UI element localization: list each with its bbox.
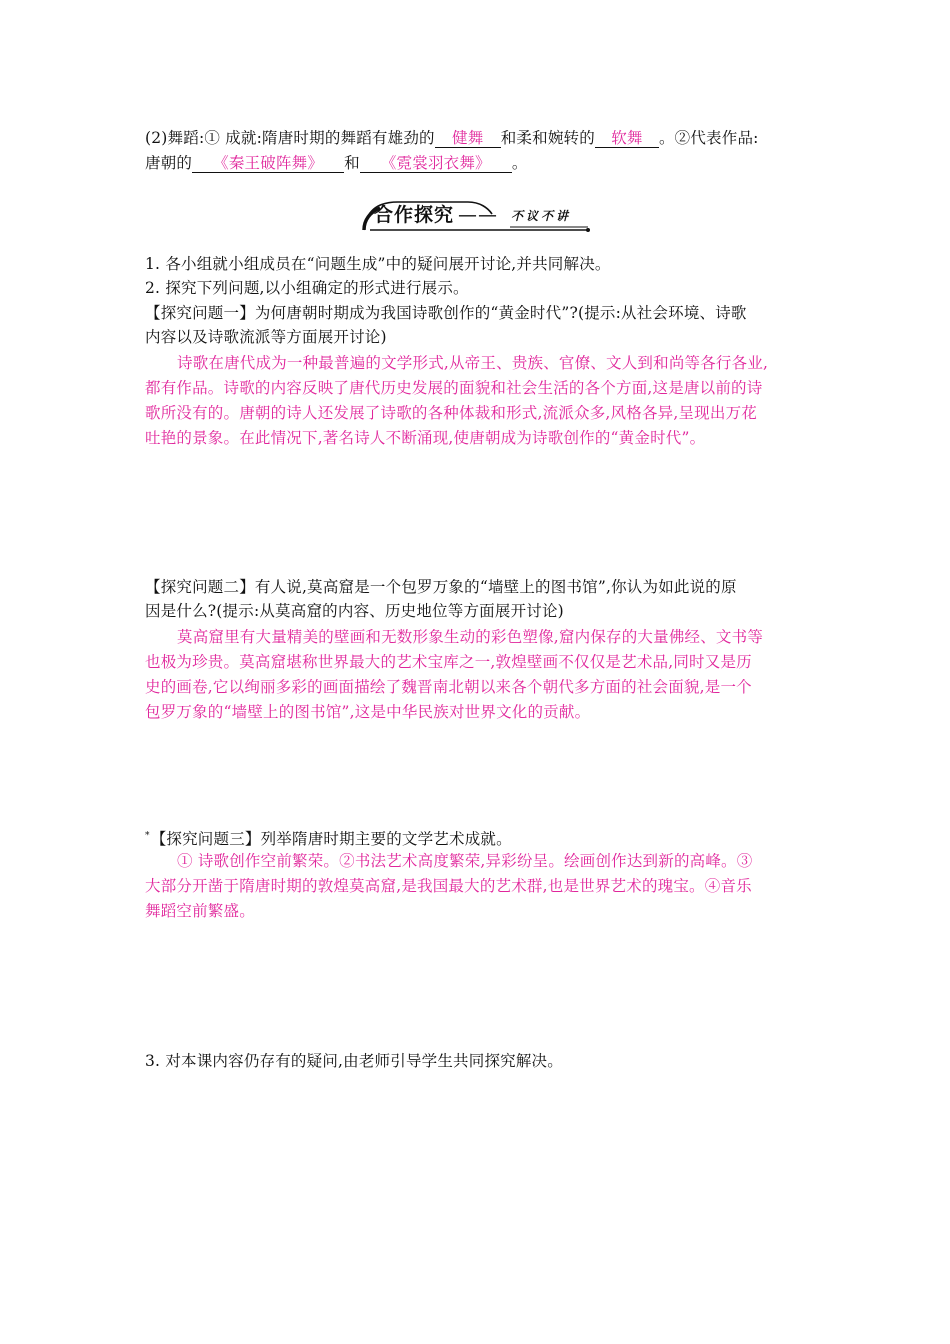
q2-answer-line-1: 莫高窟里有大量精美的壁画和无数形象生动的彩色塑像,窟内保存的大量佛经、文书等 [177,628,764,646]
dance-line1-mid: 和柔和婉转的 [500,129,595,147]
dance-line2-mid: 和 [344,154,360,172]
q3-marker: * [145,831,150,841]
q1-question-line-1: 【探究问题一】为何唐朝时期成为我国诗歌创作的“黄金时代”?(提示:从社会环境、诗歌 [145,304,747,322]
answer-blank-4: 《霓裳羽衣舞》 [360,154,512,173]
item-2: 2. 探究下列问题,以小组确定的形式进行展示。 [145,279,469,297]
dance-line-2 [145,153,528,173]
q2-question-line-1: 【探究问题二】有人说,莫高窟是一个包罗万象的“墙壁上的图书馆”,你认为如此说的原 [145,578,737,596]
q2-question-line-2: 因是什么?(提示:从莫高窟的内容、历史地位等方面展开讨论) [145,602,564,620]
item-3: 3. 对本课内容仍存有的疑问,由老师引导学生共同探究解决。 [145,1052,563,1070]
dance-line2-post: 。 [511,154,528,172]
q3-answer-line-1: ① 诗歌创作空前繁荣。②书法艺术高度繁荣,异彩纷呈。绘画创作达到新的高峰。③ [177,852,753,870]
q1-answer-line-1: 诗歌在唐代成为一种最普遍的文学形式,从帝王、贵族、官僚、文人到和尚等各行各业, [177,354,769,372]
section-banner [360,198,592,234]
answer-blank-2: 软舞 [595,129,659,148]
q1-answer-line-2: 都有作品。诗歌的内容反映了唐代历史发展的面貌和社会生活的各个方面,这是唐以前的诗 [145,379,763,397]
q3-question-text: 【探究问题三】列举隋唐时期主要的文学艺术成就。 [150,830,512,848]
q2-answer-line-2: 也极为珍贵。莫高窟堪称世界最大的艺术宝库之一,敦煌壁画不仅仅是艺术品,同时又是历 [145,653,752,671]
answer-blank-1: 健舞 [435,129,501,148]
q3-question [145,826,512,849]
item-1: 1. 各小组就小组成员在“问题生成”中的疑问展开讨论,并共同解决。 [145,255,611,273]
banner-dash: —— [458,204,498,226]
banner-subtitle: 不议不讲 [511,209,572,223]
q1-answer-line-3: 歌所没有的。唐朝的诗人还发展了诗歌的各种体裁和形式,流派众多,风格各异,呈现出万花 [145,404,757,422]
dance-line1-post: 。②代表作品: [658,129,759,147]
answer-blank-3: 《秦王破阵舞》 [192,154,344,173]
q2-answer-line-3: 史的画卷,它以绚丽多彩的画面描绘了魏晋南北朝以来各个朝代多方面的社会面貌,是一个 [145,678,752,696]
dance-line-1 [145,128,759,148]
q3-answer-line-3: 舞蹈空前繁盛。 [145,902,255,920]
q2-answer-line-4: 包罗万象的“墙壁上的图书馆”,这是中华民族对世界文化的贡献。 [145,703,591,721]
q3-answer-line-2: 大部分开凿于隋唐时期的敦煌莫高窟,是我国最大的艺术群,也是世界艺术的瑰宝。④音乐 [145,877,752,895]
dance-line1-pre: (2)舞蹈:① 成就:隋唐时期的舞蹈有雄劲的 [145,129,435,147]
q1-answer-line-4: 吐艳的景象。在此情况下,著名诗人不断涌现,使唐朝成为诗歌创作的“黄金时代”。 [145,429,706,447]
q1-question-line-2: 内容以及诗歌流派等方面展开讨论) [145,328,387,346]
dance-line2-pre: 唐朝的 [145,154,193,172]
banner-title: 合作探究 [374,204,455,226]
